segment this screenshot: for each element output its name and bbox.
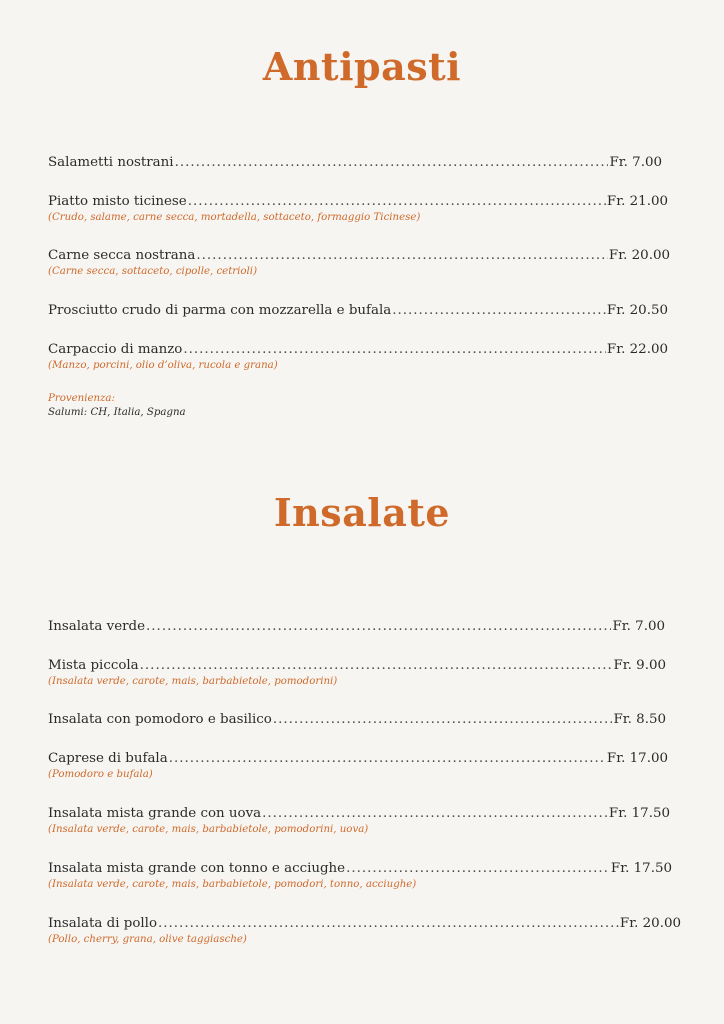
item-name: Salametti nostrani: [48, 155, 174, 170]
item-name: Piatto misto ticinese: [48, 194, 187, 209]
item-description: (Insalata verde, carote, mais, barbabietole, pomodorini): [48, 676, 338, 687]
item-description: (Insalata verde, carote, mais, barbabietole, pomodori, tonno, acciughe): [48, 879, 417, 890]
item-price: Fr. 17.50: [608, 806, 670, 821]
provenance-value: Salumi: CH, Italia, Spagna: [48, 407, 186, 418]
menu-item: [48, 711, 666, 729]
item-price: Fr. 8.50: [613, 712, 666, 727]
item-price: Fr. 7.00: [609, 155, 662, 170]
item-name: Caprese di bufala: [48, 751, 168, 766]
section-title-insalate: Insalate: [273, 490, 451, 535]
menu-item: [48, 341, 668, 373]
item-price: Fr. 17.00: [606, 751, 668, 766]
menu-item: [48, 193, 668, 225]
item-price: Fr. 20.00: [608, 248, 670, 263]
item-price: Fr. 7.00: [612, 619, 665, 634]
item-price: Fr. 20.50: [606, 303, 668, 318]
item-name: Insalata mista grande con uova: [48, 806, 262, 821]
item-name: Insalata verde: [48, 619, 146, 634]
menu-item: [48, 860, 672, 892]
menu-item: [48, 302, 668, 320]
provenance-label: Provenienza:: [48, 393, 115, 404]
item-description: (Manzo, porcini, olio d’oliva, rucola e grana): [48, 360, 278, 371]
item-name: Prosciutto crudo di parma con mozzarella e bufala: [48, 303, 392, 318]
item-price: Fr. 22.00: [606, 342, 668, 357]
item-description: (Pollo, cherry, grana, olive taggiasche): [48, 934, 247, 945]
menu-item: [48, 657, 666, 689]
menu-item: [48, 750, 668, 782]
item-name: Carpaccio di manzo: [48, 342, 183, 357]
item-name: Carne secca nostrana: [48, 248, 196, 263]
item-description: (Pomodoro e bufala): [48, 769, 153, 780]
item-description: (Carne secca, sottaceto, cipolle, cetrioli): [48, 266, 258, 277]
item-price: Fr. 17.50: [610, 861, 672, 876]
menu-item: [48, 805, 670, 837]
menu-item: [48, 247, 670, 279]
item-price: Fr. 9.00: [613, 658, 666, 673]
section-title-antipasti: Antipasti: [262, 44, 462, 89]
provenance-note: [48, 392, 186, 420]
item-price: Fr. 20.00: [619, 916, 681, 931]
item-price: Fr. 21.00: [606, 194, 668, 209]
menu-item: [48, 618, 665, 636]
item-description: (Crudo, salame, carne secca, mortadella, sottaceto, formaggio Ticinese): [48, 212, 421, 223]
item-name: Mista piccola: [48, 658, 139, 673]
item-name: Insalata di pollo: [48, 916, 158, 931]
item-description: (Insalata verde, carote, mais, barbabietole, pomodorini, uova): [48, 824, 369, 835]
menu-item: [48, 154, 662, 172]
item-name: Insalata mista grande con tonno e acciughe: [48, 861, 346, 876]
item-name: Insalata con pomodoro e basilico: [48, 712, 272, 727]
menu-item: [48, 915, 681, 947]
